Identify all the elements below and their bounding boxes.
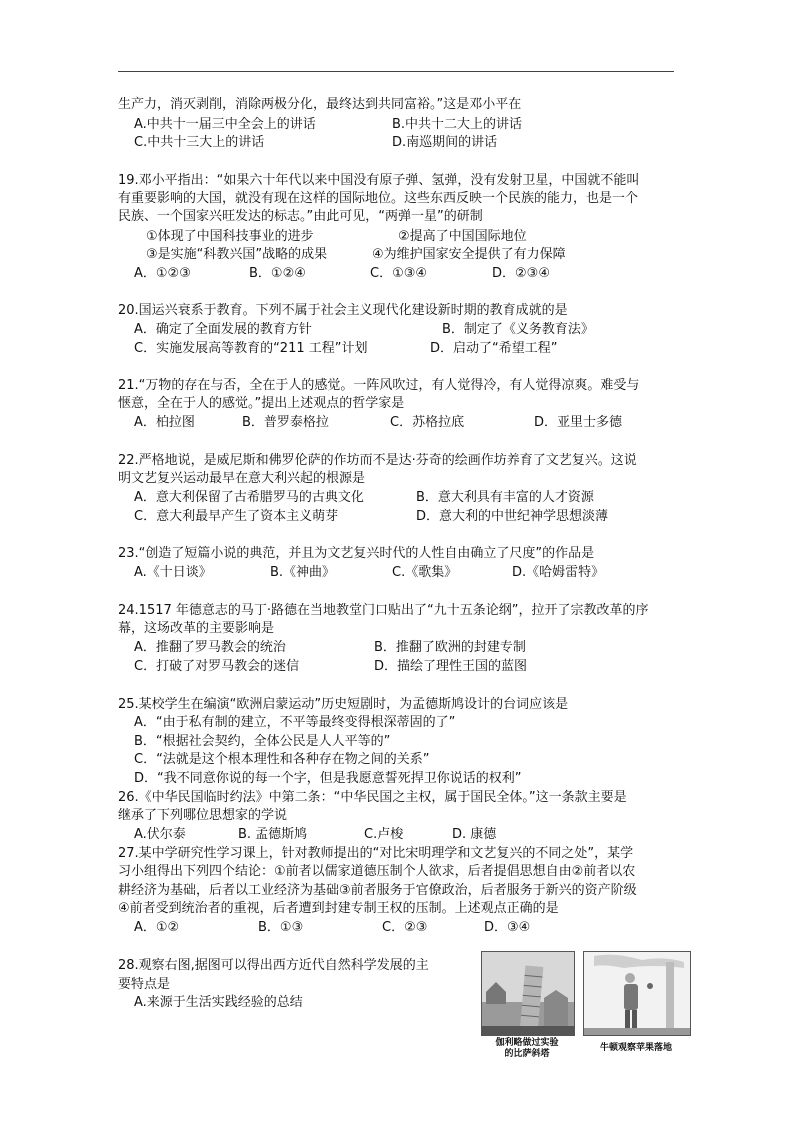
text-line: C.卢梭 xyxy=(364,827,404,842)
text-line: B．①③ xyxy=(258,920,304,935)
text-line: C．“法就是这个根本理性和各种存在物之间的关系” xyxy=(134,752,430,767)
text-line: 24.1517 年德意志的马丁·路德在当地教堂门口贴出了“九十五条论纲”，拉开了宗教改革的序 xyxy=(118,603,649,618)
text-line: A.伏尔泰 xyxy=(134,827,186,842)
text-line: B．意大利具有丰富的人才资源 xyxy=(416,490,594,505)
text-line: A．确定了全面发展的教育方针 xyxy=(134,322,312,337)
text-line: C．①③④ xyxy=(370,266,428,281)
pisa-caption-line-1: 伽利略做过实验 xyxy=(495,1038,559,1048)
text-line: A.中共十一届三中全会上的讲话 xyxy=(134,117,316,132)
text-line: 习小组得出下列四个结论：①前者以儒家道德压制个人欲求，后者提倡思想自由②前者以农 xyxy=(118,864,636,879)
text-line: 有重要影响的大国，就没有现在这样的国际地位。这些东西反映一个民族的能力，也是一个 xyxy=(118,191,639,206)
text-line: D.南巡期间的讲话 xyxy=(392,135,498,150)
text-line: D.《哈姆雷特》 xyxy=(512,565,605,580)
header-rule xyxy=(118,71,674,72)
text-line: 19.邓小平指出：“如果六十年代以来中国没有原子弹、氢弹，没有发射卫星，中国就不能叫 xyxy=(118,173,640,188)
text-line: B. 孟德斯鸠 xyxy=(238,827,308,842)
text-line: 惬意，全在于人的感觉。”提出上述观点的哲学家是 xyxy=(118,396,405,411)
text-line: 22.严格地说，是威尼斯和佛罗伦萨的作坊而不是达·芬奇的绘画作坊养育了文艺复兴。这说 xyxy=(118,453,637,468)
text-line: D．意大利的中世纪神学思想淡薄 xyxy=(416,509,609,524)
text-line: A．①② xyxy=(134,920,180,935)
text-line: B．制定了《义务教育法》 xyxy=(442,322,594,337)
text-line: A．柏拉图 xyxy=(134,415,195,430)
pisa-caption xyxy=(478,1038,576,1060)
text-line: A．意大利保留了古希腊罗马的古典文化 xyxy=(134,490,364,505)
text-line: 28.观察右图,据图可以得出西方近代自然科学发展的主 xyxy=(118,958,429,973)
text-line: D．亚里士多德 xyxy=(534,415,623,430)
text-line: B.中共十二大上的讲话 xyxy=(392,117,523,132)
text-line: ③是实施“科教兴国”战略的成果 xyxy=(146,247,328,262)
text-line: A．①②③ xyxy=(134,266,191,281)
text-line: A．推翻了罗马教会的统治 xyxy=(134,640,286,655)
text-line: B．①②④ xyxy=(249,266,306,281)
text-line: 明文艺复兴运动最早在意大利兴起的根源是 xyxy=(118,471,366,486)
text-line: D．②③④ xyxy=(492,266,550,281)
pisa-tower-illustration xyxy=(482,952,574,1035)
text-line: D．③④ xyxy=(484,920,531,935)
text-line: 民族、一个国家兴旺发达的标志。”由此可见，“两弹一星”的研制 xyxy=(118,209,483,224)
text-line: D．“我不同意你说的每一个字，但是我愿意誓死捍卫你说话的权利” xyxy=(134,771,522,786)
text-line: C．苏格拉底 xyxy=(390,415,465,430)
text-line: ④前者受到统治者的重视，后者遭到封建专制王权的压制。上述观点正确的是 xyxy=(118,901,559,916)
text-line: 25.某校学生在编演“欧洲启蒙运动”历史短剧时，为孟德斯鸠设计的台词应该是 xyxy=(118,697,569,712)
text-line: A.来源于生活实践经验的总结 xyxy=(134,995,303,1010)
text-line: 继承了下列哪位思想家的学说 xyxy=(118,808,288,823)
text-line: B．普罗泰格拉 xyxy=(242,415,329,430)
pisa-tower-photo xyxy=(481,951,575,1036)
pisa-caption-line-2: 的比萨斜塔 xyxy=(504,1049,550,1059)
text-line: C.中共十三大上的讲话 xyxy=(134,135,265,150)
newton-tree-illustration xyxy=(584,952,690,1035)
text-line: A．“由于私有制的建立，不平等最终变得根深蒂固的了” xyxy=(134,715,456,730)
text-line: D．启动了“希望工程” xyxy=(430,341,558,356)
text-line: 26.《中华民国临时约法》中第二条：“中华民国之主权，属于国民全体。”这一条款主要是 xyxy=(118,790,627,805)
text-line: B.《神曲》 xyxy=(270,565,336,580)
text-line: B．“根据社会契约，全体公民是人人平等的” xyxy=(134,734,391,749)
text-line: C.《歌集》 xyxy=(392,565,458,580)
text-line: 生产力，消灭剥削，消除两极分化，最终达到共同富裕。”这是邓小平在 xyxy=(118,97,522,112)
newton-apple-photo xyxy=(583,951,691,1036)
text-line: 要特点是 xyxy=(118,977,171,992)
text-line: C．意大利最早产生了资本主义萌芽 xyxy=(134,509,339,524)
text-line: 耕经济为基础，后者以工业经济为基础③前者服务于官僚政治，后者服务于新兴的资产阶级 xyxy=(118,883,637,898)
text-line: C．②③ xyxy=(382,920,428,935)
text-line: C．实施发展高等教育的“211 工程”计划 xyxy=(134,341,368,356)
text-line: ①体现了中国科技事业的进步 xyxy=(146,229,314,244)
text-line: 幕，这场改革的主要影响是 xyxy=(118,621,275,636)
text-line: B．推翻了欧洲的封建专制 xyxy=(374,640,526,655)
text-line: C．打破了对罗马教会的迷信 xyxy=(134,659,300,674)
text-line: 21.“万物的存在与否，全在于人的感觉。一阵风吹过，有人觉得冷，有人觉得凉爽。难受与 xyxy=(118,378,640,393)
text-line: D. 康德 xyxy=(452,827,497,842)
text-line: 20.国运兴衰系于教育。下列不属于社会主义现代化建设新时期的教育成就的是 xyxy=(118,303,568,318)
text-line: ④为维护国家安全提供了有力保障 xyxy=(372,247,566,262)
text-line: A.《十日谈》 xyxy=(134,565,212,580)
newton-caption: 牛顿观察苹果落地 xyxy=(599,1043,672,1053)
text-line: D．描绘了理性王国的蓝图 xyxy=(374,659,528,674)
text-line: 23.“创造了短篇小说的典范，并且为文艺复兴时代的人性自由确立了尺度”的作品是 xyxy=(118,546,595,561)
text-line: 27.某中学研究性学习课上，针对教师提出的“对比宋明理学和文艺复兴的不同之处”，某学 xyxy=(118,846,634,861)
text-line: ②提高了中国国际地位 xyxy=(398,229,527,244)
